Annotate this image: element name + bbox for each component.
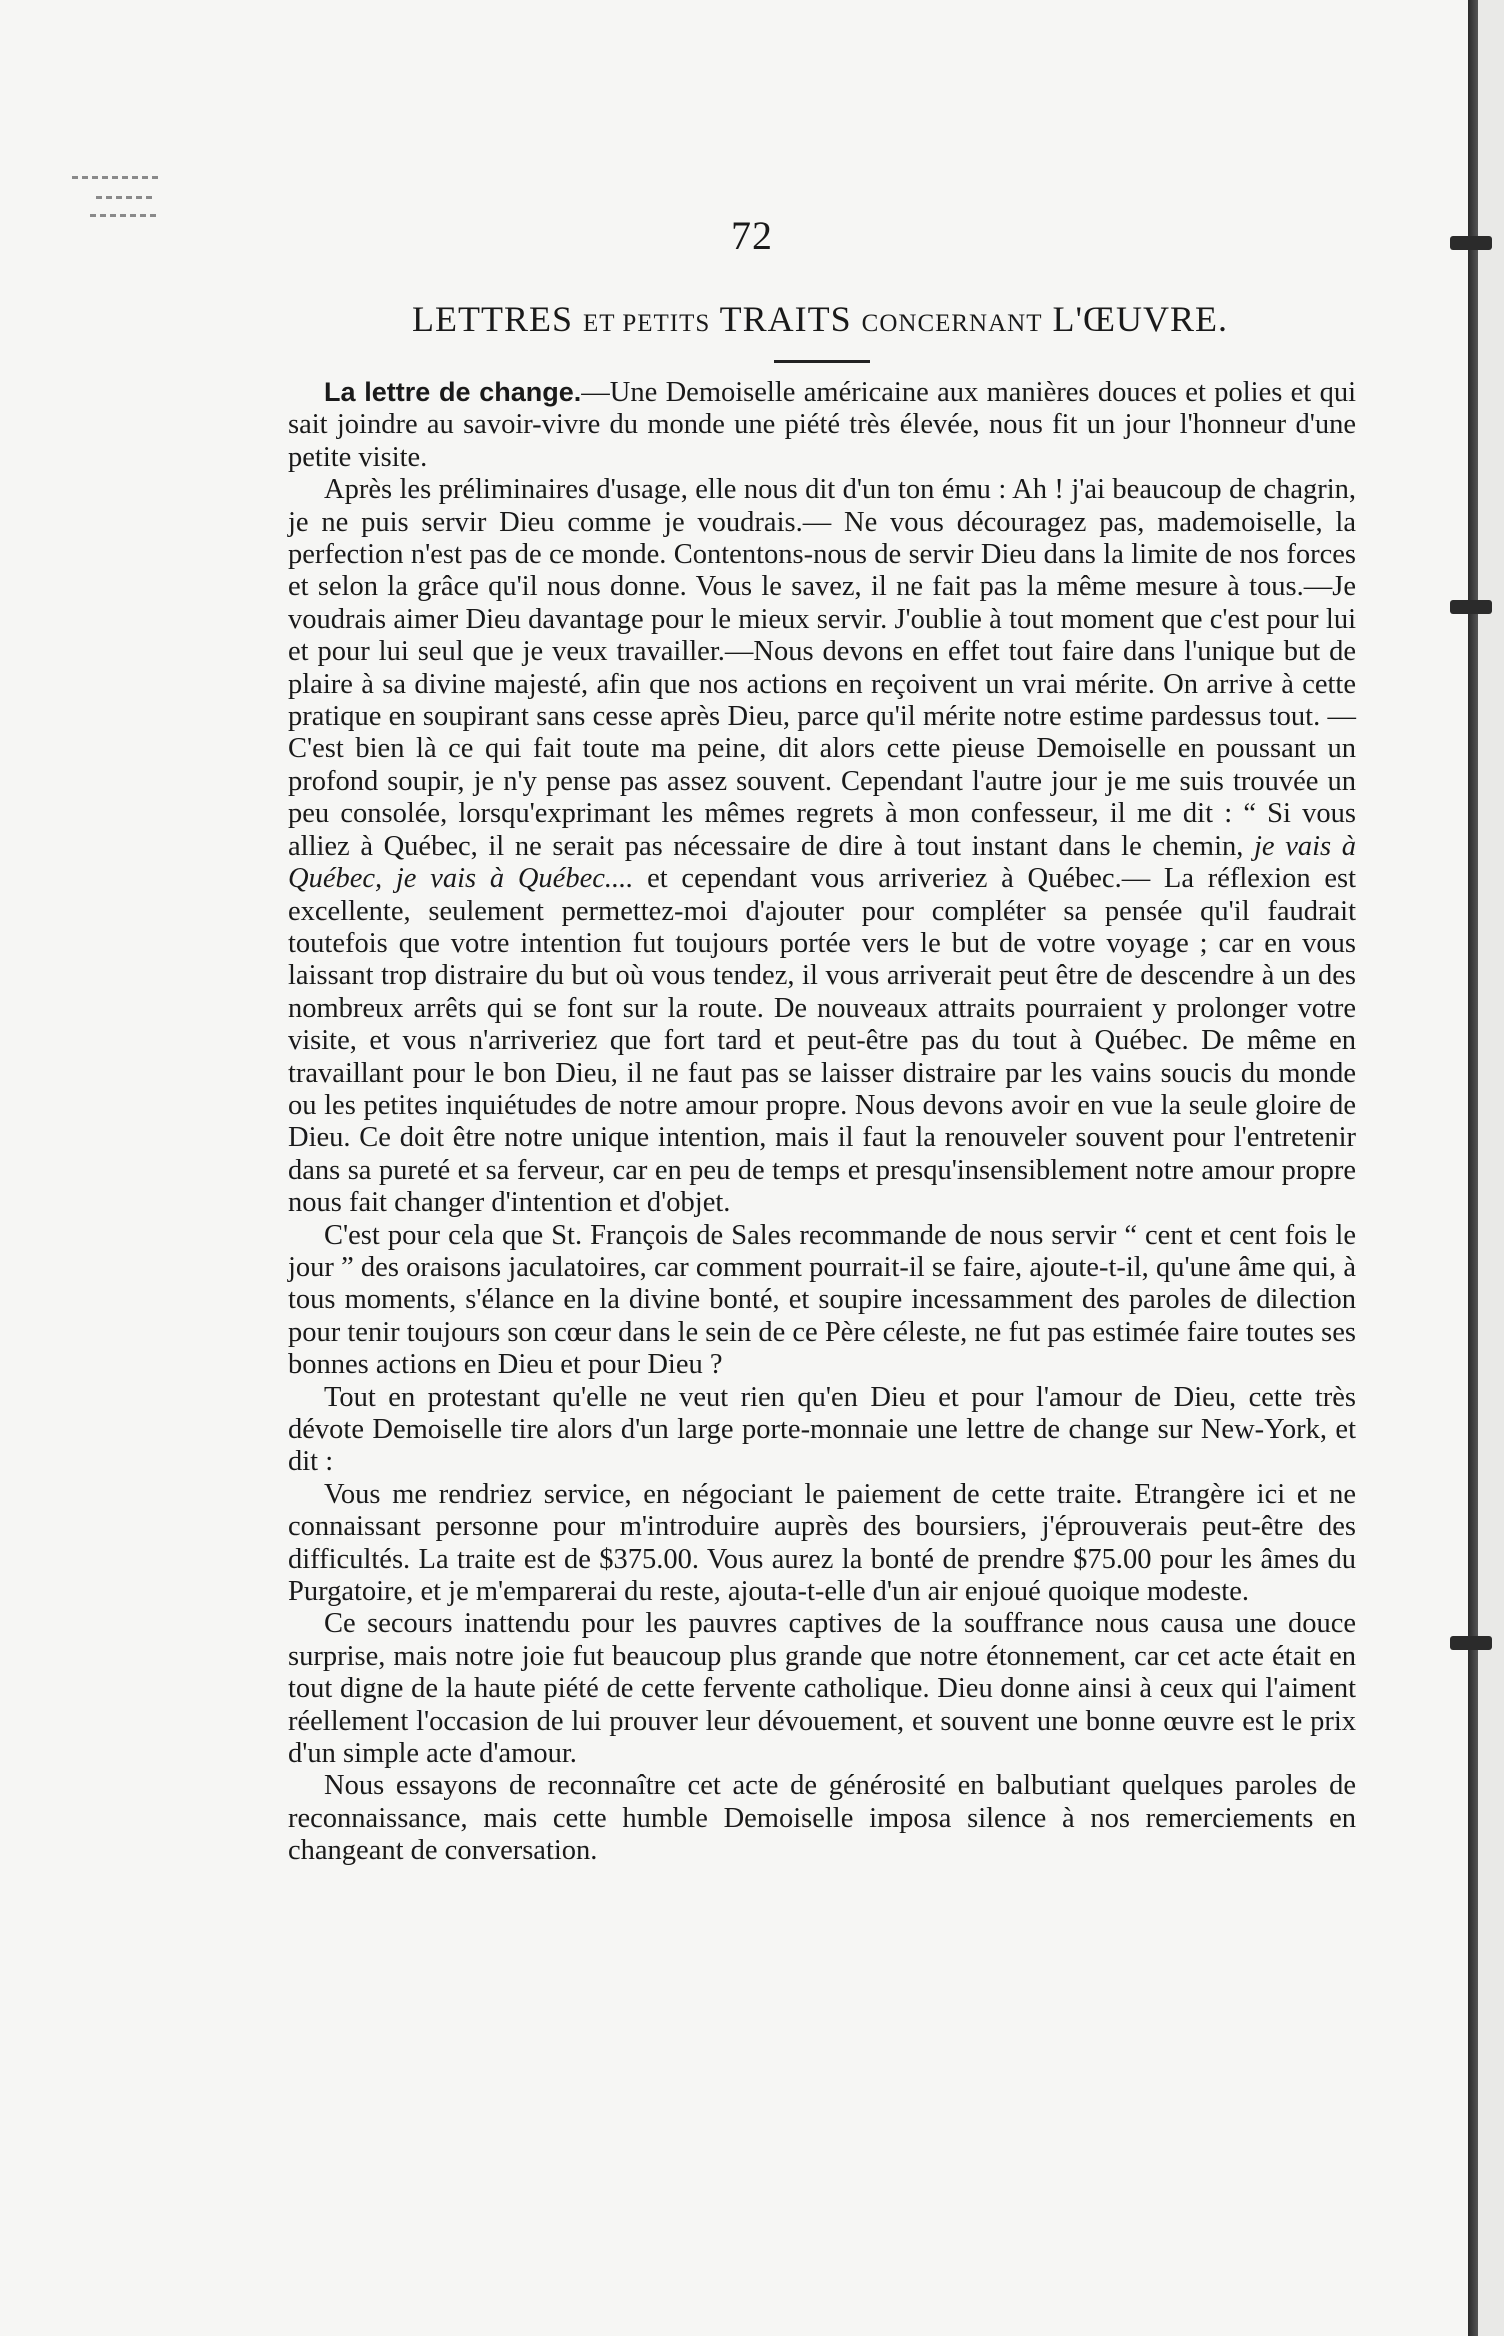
paragraph: Ce secours inattendu pour les pauvres captives de la souffrance nous causa une douce surprise, mais notre joie fut beaucoup plus grande que notre étonnement, car cet acte était en tout digne de la haute piété de cette fervente catholique. Dieu donne ainsi à ceux qui l'aiment réellement l'occasion de lui prouver leur dévouement, et souvent une bonne œuvre est le prix d'un simple acte d'amour. — [288, 1608, 1356, 1770]
binding-staple-mark — [1450, 600, 1492, 614]
title-small-caps: CONCERNANT — [861, 310, 1043, 337]
italic-quote: je vais à Québec, je vais à Québec.... — [288, 830, 1356, 895]
page-gutter-shadow — [1478, 0, 1504, 2336]
scan-artifact-mark — [96, 196, 156, 199]
scan-artifact-mark — [72, 176, 162, 179]
page-title — [300, 298, 1340, 340]
binding-staple-mark — [1450, 1636, 1492, 1650]
article-body — [288, 376, 1356, 1868]
title-word: L'ŒUVRE. — [1052, 299, 1228, 339]
paragraph: Nous essayons de reconnaître cet acte de générosité en balbutiant quelques paroles de reconnaissance, mais cette humble Demoiselle imposa silence à nos remerciements en changeant de conversation. — [288, 1770, 1356, 1867]
paragraph-text: —Une Demoiselle américaine aux manières douces et polies et qui sait joindre au savoir-vivre du monde une piété très élevée, nous fit un jour l'honneur d'une petite visite. — [288, 377, 1356, 473]
paragraph — [288, 376, 1356, 474]
page-binding-edge — [1468, 0, 1478, 2336]
paragraph: Vous me rendriez service, en négociant le paiement de cette traite. Etrangère ici et ne connaissant personne pour m'introduire auprès des boursiers, j'éprouverais peut-être des difficultés. La traite est de $375.00. Vous aurez la bonté de prendre $75.00 pour les âmes du Purgatoire, et je m'emparerai du reste, ajouta-t-elle d'un air enjoué quoique modeste. — [288, 1478, 1356, 1608]
title-small-caps: ET PETITS — [583, 310, 711, 337]
paragraph — [288, 474, 1356, 1219]
paragraph: Tout en protestant qu'elle ne veut rien qu'en Dieu et pour l'amour de Dieu, cette très dévote Demoiselle tire alors d'un large porte-monnaie une lettre de change sur New-York, et dit : — [288, 1381, 1356, 1478]
title-word: LETTRES — [412, 299, 573, 339]
title-word: TRAITS — [719, 299, 852, 339]
page-number: 72 — [731, 213, 773, 258]
section-lead-heading: La lettre de change. — [324, 377, 582, 407]
paragraph-text: et cependant vous arriveriez à Québec.— La réflexion est excellente, seulement permettez-moi d'ajouter pour compléter sa pensée qu'il faudrait toutefois que votre intention fut toujours portée vers le but de votre voyage ; car en vous laissant trop distraire du but où vous tendez, il vous arriverait peut être de descendre à un des nombreux arrêts qui se font sur la route. De nouveaux attraits pourraient y prolonger votre visite, et vous n'arriveriez que fort tard et peut-être pas du tout à Québec. De même en travaillant pour le bon Dieu, il ne faut pas se laisser distraire par les vains soucis du monde ou les petites inquiétudes de notre amour propre. Nous devons avoir en vue la seule gloire de Dieu. Ce doit être notre unique intention, mais il faut la renouveler souvent pour l'entretenir dans sa pureté et sa ferveur, car en peu de temps et presqu'insensiblement notre amour propre nous fait changer d'intention et d'objet. — [288, 863, 1356, 1219]
paragraph-text: Après les préliminaires d'usage, elle nous dit d'un ton ému : Ah ! j'ai beaucoup de chagrin, je ne puis servir Dieu comme je voudrais.— Ne vous découragez pas, mademoiselle, la perfection n'est pas de ce monde. Contentons-nous de servir Dieu dans la limite de nos forces et selon la grâce qu'il nous donne. Vous le savez, il ne fait pas la même mesure à tous.—Je voudrais aimer Dieu davantage pour le mieux servir. J'oublie à tout moment que c'est pour lui et pour lui seul que je veux travailler.—Nous devons en effet tout faire dans l'unique but de plaire à sa divine majesté, afin que nos actions en reçoivent un vrai mérite. On arrive à cette pratique en soupirant sans cesse après Dieu, parce qu'il mérite notre estime pardessus tout. —C'est bien là ce qui fait toute ma peine, dit alors cette pieuse Demoiselle en poussant un profond soupir, je n'y pense pas assez souvent. Cependant l'autre jour je me suis trouvée un peu consolée, lorsqu'exprimant les mêmes regrets à mon confesseur, il me dit : “ Si vous alliez à Québec, il ne serait pas nécessaire de dire à tout instant dans le chemin, — [288, 474, 1356, 862]
title-divider — [774, 360, 870, 363]
paragraph: C'est pour cela que St. François de Sales recommande de nous servir “ cent et cent fois le jour ” des oraisons jaculatoires, car comment pourrait-il se faire, ajoute-t-il, qu'une âme qui, à tous moments, s'élance en la divine bonté, et soupire incessamment des paroles de dilection pour tenir toujours son cœur dans le sein de ce Père céleste, ne fut pas estimée faire toutes ses bonnes actions en Dieu et pour Dieu ? — [288, 1219, 1356, 1381]
